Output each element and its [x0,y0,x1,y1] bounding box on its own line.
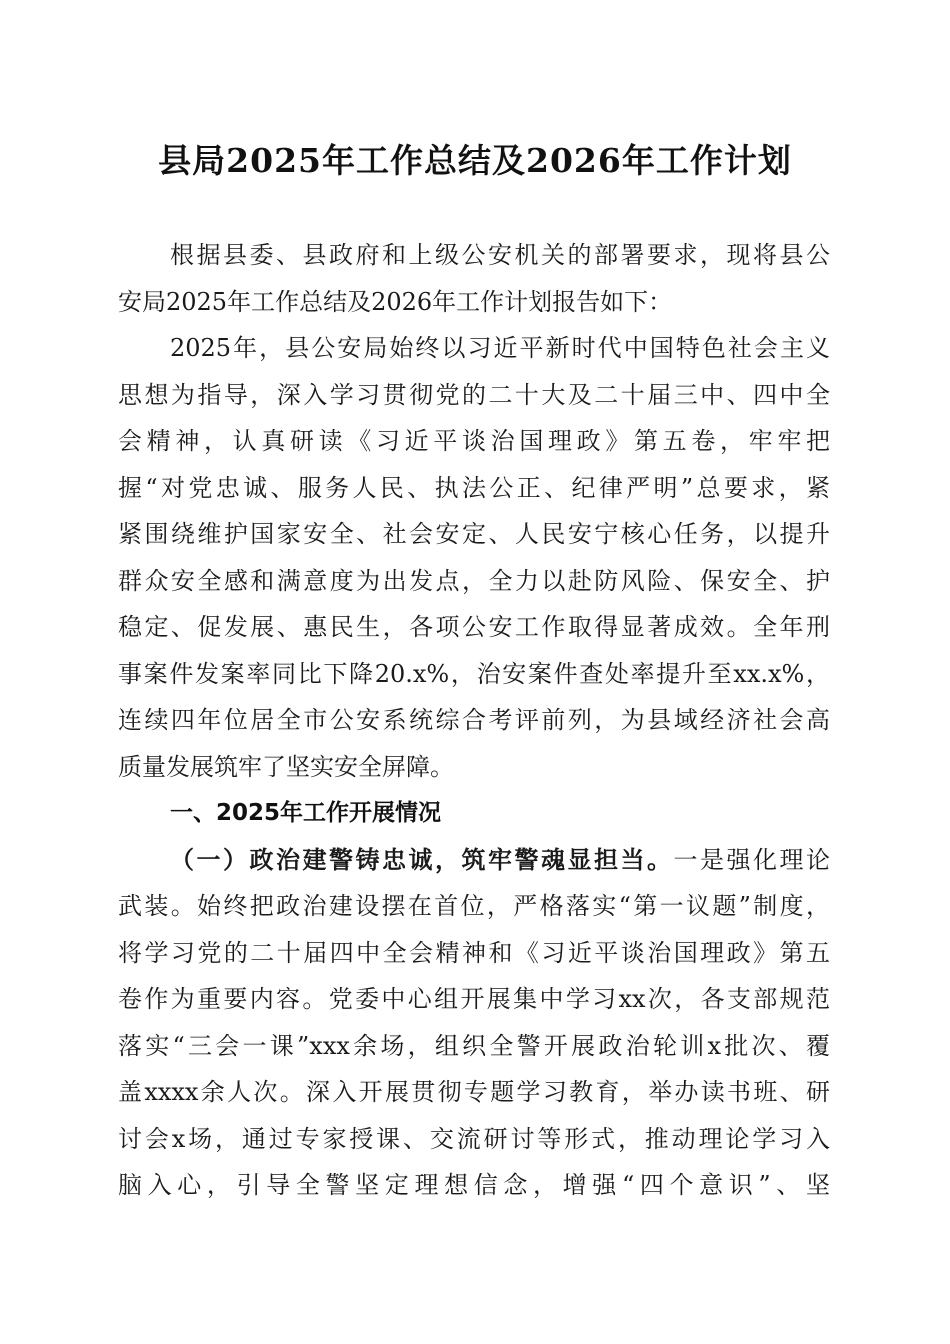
subsection-line-7: 讨会x场，通过专家授课、交流研讨等形式，推动理论学习入 [118,1124,830,1153]
intro-line-1: 根据县委、县政府和上级公安机关的部署要求，现将县公 [170,241,830,269]
subsection-first-line-rest: 一是强化理论 [673,845,830,874]
document-title: 县局2025年工作总结及2026年工作计划 [158,141,792,180]
summary-line-8: 事案件发案率同比下降20.x%，治安案件查处率提升至xx.x%， [118,659,830,688]
summary-line-1: 2025年，县公安局始终以习近平新时代中国特色社会主义 [170,334,830,362]
summary-line-2: 思想为指导，深入学习贯彻党的二十大及二十届三中、四中全 [118,380,830,409]
summary-line-3: 会精神，认真研读《习近平谈治国理政》第五卷，牢牢把 [118,427,830,455]
summary-line-4: 握“对党忠诚、服务人民、执法公正、纪律严明”总要求，紧 [118,473,830,502]
section-heading: 一、2025年工作开展情况 [170,800,442,826]
document-body [118,232,830,1209]
summary-line-5: 紧围绕维护国家安全、社会安定、人民安宁核心任务，以提升 [118,520,830,548]
subsection-line-3: 将学习党的二十届四中全会精神和《习近平谈治国理政》第五 [118,938,830,967]
subsection-heading: （一）政治建警铸忠诚，筑牢警魂显担当。 [170,844,674,874]
subsection-line-4: 卷作为重要内容。党委中心组开展集中学习xx次，各支部规范 [118,985,830,1013]
summary-line-7: 稳定、促发展、惠民生，各项公安工作取得显著成效。全年刑 [118,613,830,641]
summary-line-9: 连续四年位居全市公安系统综合考评前列，为县域经济社会高 [118,706,830,734]
subsection-line-8: 脑入心，引导全警坚定理想信念，增强“四个意识”、坚 [118,1171,830,1199]
subsection-line-5: 落实“三会一课”xxx余场，组织全警开展政治轮训x批次、覆 [118,1031,830,1060]
subsection-first-line [118,837,830,884]
intro-line-2: 安局2025年工作总结及2026年工作计划报告如下： [118,287,673,316]
subsection-line-6: 盖xxxx余人次。深入开展贯彻专题学习教育，举办读书班、研 [118,1078,830,1106]
summary-line-10: 质量发展筑牢了坚实安全屏障。 [118,752,454,781]
subsection-line-2: 武装。始终把政治建设摆在首位，严格落实“第一议题”制度， [118,892,830,920]
summary-line-6: 群众安全感和满意度为出发点，全力以赴防风险、保安全、护 [118,566,830,595]
